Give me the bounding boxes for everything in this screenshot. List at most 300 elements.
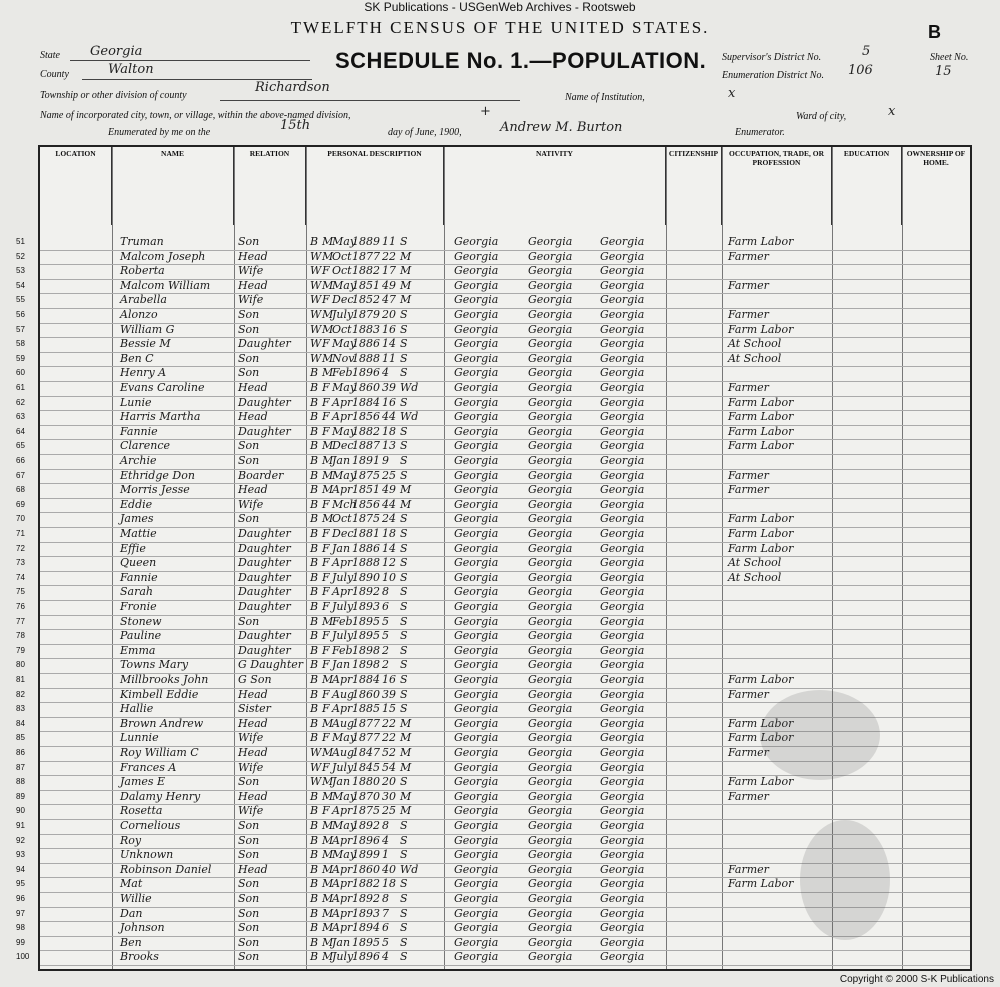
cell-b3: Georgia: [600, 381, 645, 394]
cell-b1: Georgia: [454, 381, 499, 394]
cell-b3: Georgia: [600, 629, 645, 643]
cell-name: Morris Jesse: [120, 483, 190, 497]
cell-year: 1891: [352, 454, 380, 467]
cell-ms: S: [400, 877, 408, 891]
supervisor-value: 5: [862, 44, 871, 59]
row-line: [40, 323, 970, 324]
cell-b3: Georgia: [600, 658, 645, 672]
cell-b2: Georgia: [528, 687, 573, 701]
cell-rel: Daughter: [238, 541, 291, 555]
cell-ms: S: [400, 235, 408, 248]
cell-month: May: [332, 337, 357, 351]
cell-month: Apr: [332, 804, 353, 818]
cell-b2: Georgia: [528, 833, 573, 847]
cell-ms: S: [400, 643, 408, 657]
cell-sex: F: [322, 381, 330, 394]
cell-b1: Georgia: [454, 862, 499, 876]
cell-age: 16: [382, 322, 396, 336]
cell-ms: S: [400, 906, 408, 920]
row-number: 95: [16, 879, 25, 889]
cell-ms: Wd: [400, 862, 419, 876]
cell-name: Fannie: [120, 424, 158, 438]
cell-age: 7: [382, 906, 389, 920]
cell-b3: Georgia: [600, 556, 645, 570]
cell-name: Archie: [120, 454, 157, 467]
cell-month: Oct: [332, 249, 352, 263]
cell-year: 1879: [352, 308, 380, 321]
cell-b3: Georgia: [600, 775, 645, 789]
cell-rel: Son: [238, 819, 260, 832]
cell-b2: Georgia: [528, 848, 573, 862]
cell-sex: F: [322, 497, 330, 511]
cell-race: B: [310, 614, 319, 628]
cell-b1: Georgia: [454, 410, 499, 424]
cell-ms: S: [400, 439, 408, 453]
cell-b3: Georgia: [600, 950, 645, 964]
cell-occ: Farm Labor: [728, 716, 794, 730]
cell-rel: Daughter: [238, 629, 291, 643]
cell-age: 1: [382, 848, 389, 862]
cell-b1: Georgia: [454, 775, 499, 789]
row-number: 61: [16, 383, 25, 392]
cell-occ: Farm Labor: [728, 527, 794, 540]
header-personal: PERSONAL DESCRIPTION: [306, 147, 444, 225]
cell-name: Ben C: [120, 351, 154, 365]
ward-value: x: [888, 104, 896, 119]
cell-age: 20: [382, 308, 396, 321]
row-number: 56: [16, 310, 25, 319]
cell-name: Fannie: [120, 570, 158, 584]
cell-occ: Farm Labor: [728, 731, 794, 745]
cell-b1: Georgia: [454, 643, 499, 657]
cell-b1: Georgia: [454, 439, 499, 453]
cell-rel: Sister: [238, 702, 271, 716]
cell-name: Johnson: [120, 921, 165, 935]
cell-name: Bessie M: [120, 337, 171, 351]
cell-ms: M: [400, 760, 412, 774]
header-occupation: OCCUPATION, TRADE, OR PROFESSION: [722, 147, 832, 225]
cell-b2: Georgia: [528, 424, 573, 438]
header-education: EDUCATION: [832, 147, 902, 225]
state-value: Georgia: [90, 44, 143, 59]
cell-name: Ethridge Don: [120, 468, 195, 482]
cell-rel: Son: [238, 892, 260, 905]
row-number: 76: [16, 602, 25, 611]
cell-b1: Georgia: [454, 512, 499, 526]
cell-year: 1847: [352, 746, 380, 759]
row-line: [40, 527, 970, 528]
cell-sex: M: [322, 935, 334, 949]
cell-year: 1877: [352, 249, 380, 263]
cell-b2: Georgia: [528, 366, 573, 380]
cell-name: Pauline: [120, 629, 162, 643]
cell-month: Dec: [332, 293, 354, 307]
row-number: 89: [16, 791, 25, 801]
cell-year: 1881: [352, 527, 380, 540]
cell-name: Ben: [120, 935, 142, 949]
cell-age: 15: [382, 702, 396, 716]
cell-b2: Georgia: [528, 746, 573, 759]
row-number: 57: [16, 324, 25, 334]
cell-sex: M: [322, 892, 334, 905]
cell-age: 14: [382, 337, 396, 351]
cell-b2: Georgia: [528, 468, 573, 482]
cell-b3: Georgia: [600, 278, 645, 292]
cell-b1: Georgia: [454, 235, 499, 248]
row-line: [40, 615, 970, 616]
cell-ms: M: [400, 731, 412, 745]
cell-b2: Georgia: [528, 337, 573, 351]
cell-month: Apr: [332, 833, 353, 847]
enumerator-name: Andrew M. Burton: [500, 120, 623, 135]
cell-ms: M: [400, 293, 412, 307]
cell-ms: M: [400, 249, 412, 263]
cell-b1: Georgia: [454, 308, 499, 321]
cell-occ: Farm Labor: [728, 322, 794, 336]
cell-age: 10: [382, 570, 396, 584]
cell-ms: S: [400, 658, 408, 672]
row-line: [40, 425, 970, 426]
cell-b2: Georgia: [528, 775, 573, 789]
ward-label: Ward of city,: [796, 111, 847, 122]
cell-b1: Georgia: [454, 921, 499, 935]
cell-name: Malcom Joseph: [120, 249, 206, 263]
cell-occ: Farm Labor: [728, 395, 794, 409]
cell-year: 1880: [352, 775, 380, 789]
cell-rel: Head: [238, 746, 268, 759]
cell-sex: M: [322, 848, 334, 862]
cell-b3: Georgia: [600, 643, 645, 657]
cell-ms: S: [400, 351, 408, 365]
incorporated-mark: +: [480, 104, 491, 119]
cell-age: 39: [382, 687, 396, 701]
cell-ms: S: [400, 892, 408, 905]
cell-sex: M: [322, 235, 334, 248]
cell-year: 1894: [352, 921, 380, 935]
cell-sex: F: [322, 410, 330, 424]
cell-b3: Georgia: [600, 541, 645, 555]
cell-ms: S: [400, 322, 408, 336]
cell-age: 6: [382, 921, 389, 935]
cell-sex: M: [322, 716, 334, 730]
cell-age: 4: [382, 366, 389, 380]
cell-occ: Farm Labor: [728, 512, 794, 526]
cell-month: Jan: [332, 454, 351, 467]
cell-year: 1875: [352, 468, 380, 482]
column-divider: [112, 147, 113, 969]
row-number: 72: [16, 543, 25, 553]
cell-ms: S: [400, 833, 408, 847]
cell-sex: M: [322, 862, 334, 876]
row-number: 63: [16, 412, 25, 422]
cell-ms: S: [400, 454, 408, 467]
cell-name: Roy William C: [120, 746, 199, 759]
cell-b3: Georgia: [600, 264, 645, 278]
cell-race: B: [310, 439, 319, 453]
row-number: 91: [16, 821, 25, 830]
cell-month: Apr: [332, 702, 353, 716]
cell-sex: M: [322, 454, 334, 467]
cell-race: B: [310, 497, 319, 511]
cell-b2: Georgia: [528, 308, 573, 321]
row-number: 77: [16, 616, 25, 626]
cell-sex: M: [322, 906, 334, 920]
cell-month: Apr: [332, 556, 353, 570]
cell-b2: Georgia: [528, 760, 573, 774]
column-divider: [444, 147, 445, 969]
row-line: [40, 512, 970, 513]
cell-name: Roy: [120, 833, 142, 847]
cell-race: W: [310, 308, 322, 321]
cell-name: Emma: [120, 643, 156, 657]
row-number: 73: [16, 558, 25, 568]
cell-b1: Georgia: [454, 731, 499, 745]
cell-month: Nov: [332, 351, 355, 365]
cell-b1: Georgia: [454, 614, 499, 628]
cell-year: 1845: [352, 760, 380, 774]
cell-occ: Farmer: [728, 278, 769, 292]
cell-sex: M: [322, 921, 334, 935]
cell-year: 1888: [352, 351, 380, 365]
cell-age: 11: [382, 235, 396, 248]
cell-rel: Head: [238, 278, 268, 292]
cell-name: Fronie: [120, 600, 157, 613]
row-line: [40, 264, 970, 265]
column-divider: [234, 147, 235, 969]
cell-rel: Son: [238, 454, 260, 467]
cell-rel: Wife: [238, 293, 264, 307]
cell-rel: Son: [238, 308, 260, 321]
cell-ms: M: [400, 789, 412, 803]
cell-sex: M: [322, 950, 334, 964]
cell-sex: M: [322, 322, 334, 336]
row-number: 55: [16, 295, 25, 305]
cell-b3: Georgia: [600, 600, 645, 613]
column-divider: [722, 147, 723, 969]
cell-age: 54: [382, 760, 396, 774]
cell-b2: Georgia: [528, 658, 573, 672]
cell-race: W: [310, 322, 322, 336]
cell-year: 1882: [352, 424, 380, 438]
cell-rel: Daughter: [238, 585, 291, 599]
cell-age: 5: [382, 935, 389, 949]
enumeration-value: 106: [848, 63, 873, 78]
cell-rel: Son: [238, 848, 260, 862]
cell-b1: Georgia: [454, 760, 499, 774]
cell-b3: Georgia: [600, 351, 645, 365]
row-line: [40, 498, 970, 499]
cell-b3: Georgia: [600, 454, 645, 467]
cell-race: B: [310, 395, 319, 409]
row-number: 59: [16, 353, 25, 363]
cell-occ: Farm Labor: [728, 877, 794, 891]
cell-race: B: [310, 687, 319, 701]
cell-rel: Daughter: [238, 424, 291, 438]
cell-age: 52: [382, 746, 396, 759]
cell-month: Apr: [332, 906, 353, 920]
cell-occ: Farmer: [728, 862, 769, 876]
cell-occ: Farm Labor: [728, 235, 794, 248]
row-number: 78: [16, 631, 25, 641]
cell-ms: M: [400, 746, 412, 759]
cell-race: B: [310, 935, 319, 949]
cell-age: 22: [382, 716, 396, 730]
cell-b2: Georgia: [528, 643, 573, 657]
cell-year: 1852: [352, 293, 380, 307]
township-value: Richardson: [255, 80, 330, 95]
cell-b1: Georgia: [454, 424, 499, 438]
cell-year: 1885: [352, 702, 380, 716]
cell-b3: Georgia: [600, 804, 645, 818]
cell-month: Mch: [332, 497, 357, 511]
cell-b3: Georgia: [600, 512, 645, 526]
cell-sex: F: [322, 643, 330, 657]
cell-year: 1886: [352, 337, 380, 351]
cell-sex: F: [322, 541, 330, 555]
cell-year: 1851: [352, 483, 380, 497]
cell-month: July: [332, 570, 354, 584]
cell-sex: F: [322, 570, 330, 584]
row-number: 84: [16, 718, 25, 728]
cell-rel: Son: [238, 512, 260, 526]
cell-name: Towns Mary: [120, 658, 189, 672]
cell-year: 1856: [352, 410, 380, 424]
cell-name: Stonew: [120, 614, 162, 628]
cell-b2: Georgia: [528, 935, 573, 949]
cell-occ: Farmer: [728, 381, 769, 394]
cell-b3: Georgia: [600, 935, 645, 949]
cell-b1: Georgia: [454, 570, 499, 584]
copyright-notice: Copyright © 2000 S-K Publications: [839, 974, 994, 985]
cell-ms: S: [400, 424, 408, 438]
cell-month: Apr: [332, 673, 353, 686]
cell-age: 4: [382, 950, 389, 964]
cell-race: B: [310, 454, 319, 467]
row-line: [40, 644, 970, 645]
cell-b1: Georgia: [454, 906, 499, 920]
cell-month: Apr: [332, 483, 353, 497]
cell-sex: F: [322, 293, 330, 307]
cell-name: Eddie: [120, 497, 153, 511]
row-line: [40, 804, 970, 805]
cell-b2: Georgia: [528, 819, 573, 832]
cell-race: B: [310, 848, 319, 862]
row-number: 80: [16, 660, 25, 670]
cell-sex: F: [322, 264, 330, 278]
cell-b2: Georgia: [528, 278, 573, 292]
row-number: 88: [16, 777, 25, 787]
enumerated-label: Enumerated by me on the: [108, 127, 211, 138]
cell-name: Arabella: [120, 293, 167, 307]
cell-month: Apr: [332, 921, 353, 935]
cell-b3: Georgia: [600, 308, 645, 321]
cell-ms: M: [400, 278, 412, 292]
row-number: 97: [16, 908, 25, 918]
cell-race: B: [310, 892, 319, 905]
cell-race: W: [310, 746, 322, 759]
cell-sex: M: [322, 351, 334, 365]
cell-age: 5: [382, 614, 389, 628]
cell-race: B: [310, 483, 319, 497]
cell-month: Jan: [332, 658, 351, 672]
cell-b3: Georgia: [600, 424, 645, 438]
cell-race: B: [310, 235, 319, 248]
cell-rel: Boarder: [238, 468, 284, 482]
cell-rel: Son: [238, 235, 260, 248]
cell-ms: Wd: [400, 381, 419, 394]
cell-month: May: [332, 731, 357, 745]
cell-b2: Georgia: [528, 351, 573, 365]
cell-b3: Georgia: [600, 862, 645, 876]
cell-month: Apr: [332, 877, 353, 891]
cell-month: Apr: [332, 410, 353, 424]
cell-age: 5: [382, 629, 389, 643]
row-line: [40, 965, 970, 966]
cell-year: 1896: [352, 366, 380, 380]
row-number: 99: [16, 937, 25, 947]
cell-month: May: [332, 381, 357, 394]
cell-b1: Georgia: [454, 629, 499, 643]
row-number: 52: [16, 251, 25, 261]
column-divider: [306, 147, 307, 969]
cell-b2: Georgia: [528, 673, 573, 686]
archive-banner: SK Publications - USGenWeb Archives - Rootsweb: [364, 0, 636, 14]
cell-month: Feb: [332, 614, 353, 628]
cell-ms: S: [400, 702, 408, 716]
cell-name: Cornelious: [120, 819, 181, 832]
cell-rel: G Son: [238, 673, 272, 686]
cell-name: Dan: [120, 906, 143, 920]
cell-race: B: [310, 643, 319, 657]
state-label: State: [40, 50, 60, 61]
cell-b1: Georgia: [454, 293, 499, 307]
cell-ms: S: [400, 337, 408, 351]
cell-ms: S: [400, 673, 408, 686]
cell-year: 1886: [352, 541, 380, 555]
cell-occ: Farmer: [728, 468, 769, 482]
cell-name: James E: [120, 775, 166, 789]
cell-year: 1895: [352, 614, 380, 628]
cell-race: B: [310, 731, 319, 745]
cell-month: July: [332, 308, 354, 321]
cell-sex: F: [322, 556, 330, 570]
cell-month: Apr: [332, 395, 353, 409]
cell-b2: Georgia: [528, 570, 573, 584]
row-number: 53: [16, 266, 25, 276]
cell-b2: Georgia: [528, 702, 573, 716]
cell-name: Willie: [120, 892, 152, 905]
cell-sex: F: [322, 760, 330, 774]
cell-age: 17: [382, 264, 396, 278]
cell-occ: At School: [728, 337, 782, 351]
cell-year: 1877: [352, 731, 380, 745]
cell-sex: M: [322, 789, 334, 803]
cell-rel: Son: [238, 833, 260, 847]
row-line: [40, 556, 970, 557]
cell-name: Malcom William: [120, 278, 211, 292]
cell-rel: Son: [238, 366, 260, 380]
cell-b1: Georgia: [454, 673, 499, 686]
row-line: [40, 293, 970, 294]
row-number: 85: [16, 733, 25, 743]
cell-b3: Georgia: [600, 410, 645, 424]
cell-year: 1882: [352, 264, 380, 278]
cell-b1: Georgia: [454, 687, 499, 701]
cell-ms: S: [400, 468, 408, 482]
cell-name: Hallie: [120, 702, 154, 716]
cell-race: B: [310, 862, 319, 876]
census-title: TWELFTH CENSUS OF THE UNITED STATES.: [290, 18, 710, 37]
